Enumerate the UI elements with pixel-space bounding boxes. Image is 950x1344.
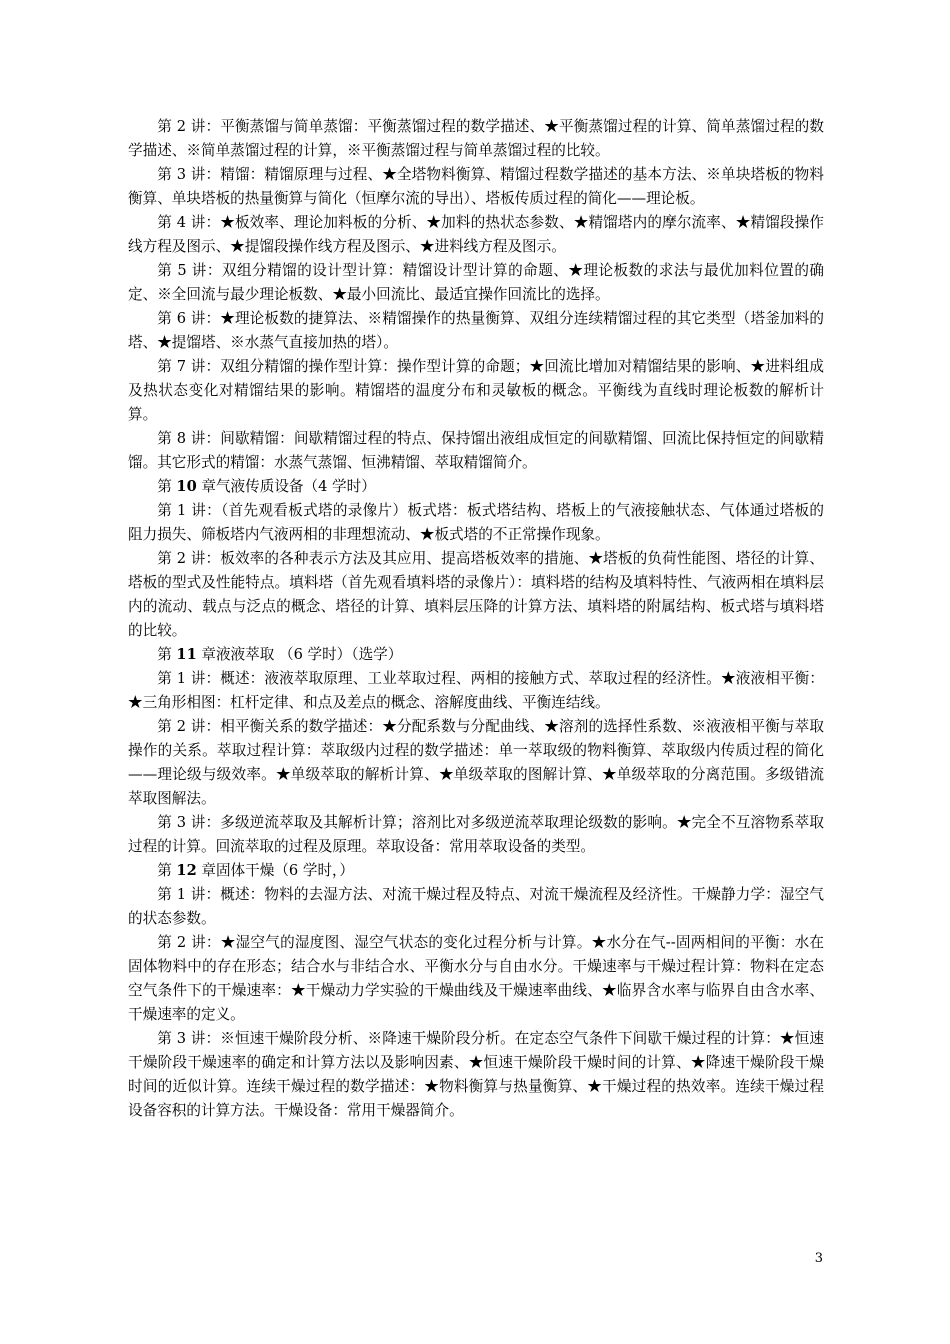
chapter-heading-prefix: 第 (157, 862, 177, 879)
paragraph-ch12-lecture-2: 第 2 讲：★湿空气的湿度图、湿空气状态的变化过程分析与计算。★水分在气--固两相间的平衡：水在固体物料中的存在形态；结合水与非结合水、平衡水分与自由水分。干燥速率与干燥过程计算：物料在定态空气条件下的干燥速率：★干燥动力学实验的干燥曲线及干燥速率曲线、★临界含水率与临界自由含水率、干燥速率的定义。 (128, 934, 824, 1023)
paragraph-ch10-lecture-1: 第 1 讲：（首先观看板式塔的录像片）板式塔：板式塔结构、塔板上的气液接触状态、气体通过塔板的阻力损失、筛板塔内气液两相的非理想流动、★板式塔的不正常操作现象。 (128, 502, 824, 543)
page-number: 3 (814, 1251, 823, 1266)
paragraph-ch11-lecture-1: 第 1 讲：概述：液液萃取原理、工业萃取过程、两相的接触方式、萃取过程的经济性。★液液相平衡：★三角形相图：杠杆定律、和点及差点的概念、溶解度曲线、平衡连结线。 (128, 670, 824, 711)
paragraph-lecture-8-batch-distillation: 第 8 讲：间歇精馏：间歇精馏过程的特点、保持馏出液组成恒定的间歇精馏、回流比保持恒定的间歇精馏。其它形式的精馏：水蒸气蒸馏、恒沸精馏、萃取精馏简介。 (128, 430, 824, 471)
chapter-heading-prefix: 第 (157, 478, 177, 495)
paragraph-lecture-2-distillation: 第 2 讲：平衡蒸馏与简单蒸馏：平衡蒸馏过程的数学描述、★平衡蒸馏过程的计算、简单蒸馏过程的数学描述、※简单蒸馏过程的计算，※平衡蒸馏过程与简单蒸馏过程的比较。 (128, 118, 824, 159)
chapter-number: 11 (176, 646, 197, 663)
chapter-10-heading (128, 475, 824, 499)
chapter-heading-title: 章液液萃取 （6 学时）（选学） (196, 646, 403, 663)
document-body (128, 115, 824, 1123)
paragraph-ch12-lecture-3: 第 3 讲：※恒速干燥阶段分析、※降速干燥阶段分析。在定态空气条件下间歇干燥过程的计算：★恒速干燥阶段干燥速率的确定和计算方法以及影响因素、★恒速干燥阶段干燥时间的计算、★降速干燥阶段干燥时间的近似计算。连续干燥过程的数学描述：★物料衡算与热量衡算、★干燥过程的热效率。连续干燥过程设备容积的计算方法。干燥设备：常用干燥器简介。 (128, 1030, 824, 1119)
chapter-heading-title: 章气液传质设备（4 学时） (196, 478, 376, 495)
paragraph-lecture-4-plate-efficiency: 第 4 讲：★板效率、理论加料板的分析、★加料的热状态参数、★精馏塔内的摩尔流率、★精馏段操作线方程及图示、★提馏段操作线方程及图示、★进料线方程及图示。 (128, 214, 824, 255)
paragraph-ch11-lecture-2: 第 2 讲：相平衡关系的数学描述：★分配系数与分配曲线、★溶剂的选择性系数、※液液相平衡与萃取操作的关系。萃取过程计算：萃取级内过程的数学描述：单一萃取级的物料衡算、萃取级内传质过程的简化——理论级与级效率。★单级萃取的解析计算、★单级萃取的图解计算、★单级萃取的分离范围。多级错流萃取图解法。 (128, 718, 824, 807)
paragraph-lecture-6-shortcut-method: 第 6 讲：★理论板数的捷算法、※精馏操作的热量衡算、双组分连续精馏过程的其它类型（塔釜加料的塔、★提馏塔、※水蒸气直接加热的塔）。 (128, 310, 824, 351)
paragraph-lecture-7-operation-calculation: 第 7 讲：双组分精馏的操作型计算：操作型计算的命题；★回流比增加对精馏结果的影响、★进料组成及热状态变化对精馏结果的影响。精馏塔的温度分布和灵敏板的概念。平衡线为直线时理论板数的解析计算。 (128, 358, 824, 423)
chapter-12-heading (128, 859, 824, 883)
paragraph-lecture-3-rectification: 第 3 讲：精馏：精馏原理与过程、★全塔物料衡算、精馏过程数学描述的基本方法、※单块塔板的物料衡算、单块塔板的热量衡算与简化（恒摩尔流的导出）、塔板传质过程的简化——理论板。 (128, 166, 824, 207)
chapter-11-heading (128, 643, 824, 667)
paragraph-ch10-lecture-2: 第 2 讲：板效率的各种表示方法及其应用、提高塔板效率的措施、★塔板的负荷性能图、塔径的计算、塔板的型式及性能特点。填料塔（首先观看填料塔的录像片）：填料塔的结构及填料特性、气液两相在填料层内的流动、载点与泛点的概念、塔径的计算、填料层压降的计算方法、填料塔的附属结构、板式塔与填料塔的比较。 (128, 550, 824, 639)
chapter-number: 12 (176, 862, 197, 879)
chapter-number: 10 (176, 478, 197, 495)
paragraph-ch12-lecture-1: 第 1 讲：概述：物料的去湿方法、对流干燥过程及特点、对流干燥流程及经济性。干燥静力学：湿空气的状态参数。 (128, 886, 824, 927)
chapter-heading-title: 章固体干燥（6 学时，） (196, 862, 354, 879)
paragraph-lecture-5-design-calculation: 第 5 讲：双组分精馏的设计型计算：精馏设计型计算的命题、★理论板数的求法与最优加料位置的确定、※全回流与最少理论板数、★最小回流比、最适宜操作回流比的选择。 (128, 262, 824, 303)
paragraph-ch11-lecture-3: 第 3 讲：多级逆流萃取及其解析计算；溶剂比对多级逆流萃取理论级数的影响。★完全不互溶物系萃取过程的计算。回流萃取的过程及原理。萃取设备：常用萃取设备的类型。 (128, 814, 824, 855)
chapter-heading-prefix: 第 (157, 646, 177, 663)
